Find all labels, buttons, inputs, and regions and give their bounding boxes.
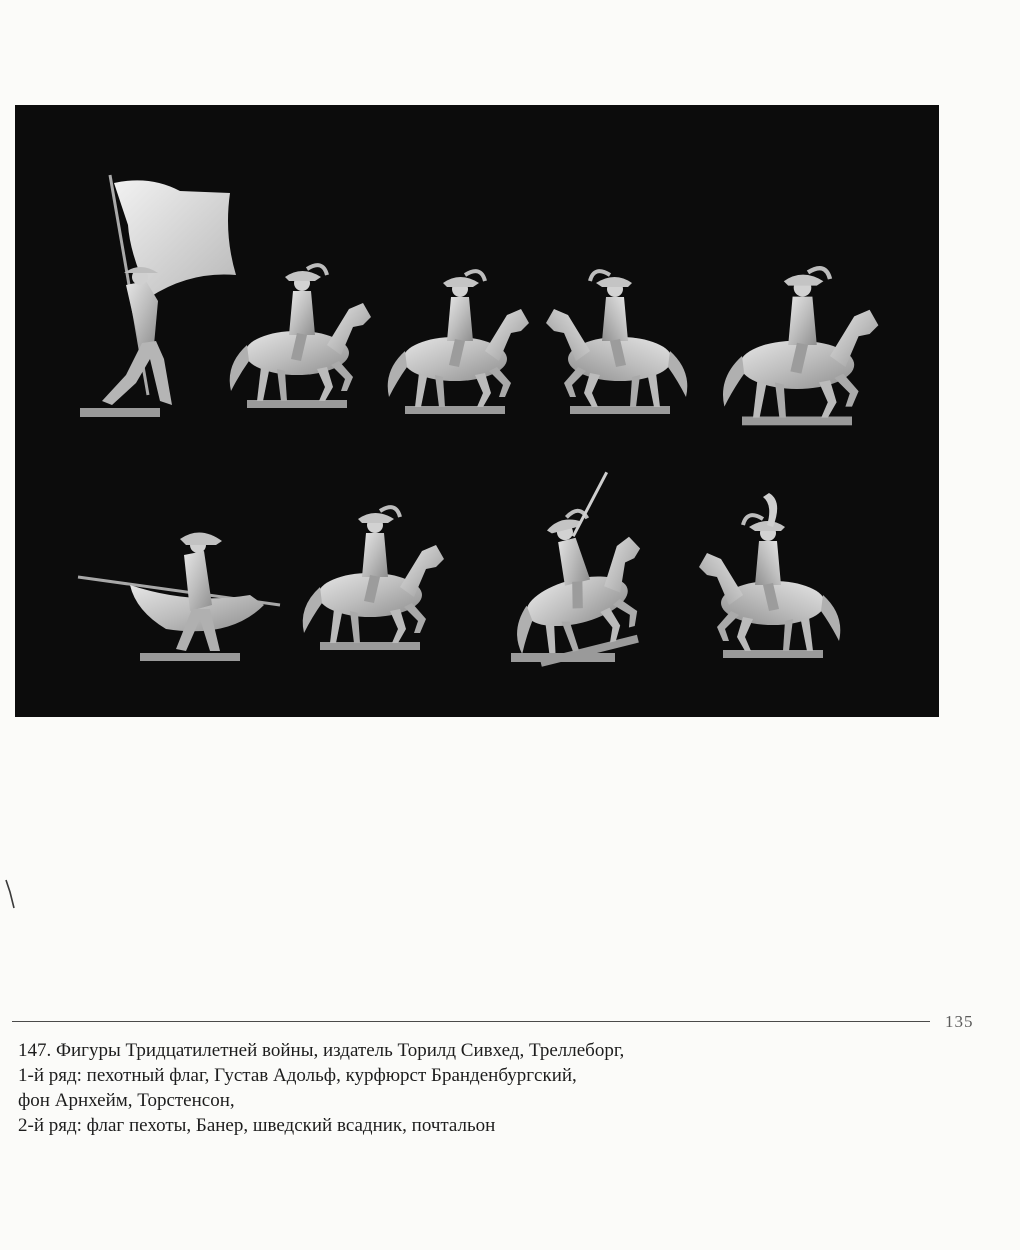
postilion-horseman-figure-icon — [699, 493, 840, 658]
flag-bearer-figure-icon — [78, 532, 280, 661]
photo-canvas — [15, 105, 939, 717]
rearing-figure-base — [511, 653, 615, 662]
caption-line: 1-й ряд: пехотный флаг, Густав Адольф, курфюрст Бранденбургский, — [18, 1065, 577, 1086]
caption-line: 147. Фигуры Тридцатилетней войны, издатель Торилд Сивхед, Треллеборг, — [18, 1040, 625, 1061]
horseman-figure-icon — [546, 271, 687, 414]
page-scuff-mark — [4, 878, 18, 912]
horseman-figure-icon — [303, 507, 444, 650]
horseman-figure-icon — [388, 271, 529, 414]
page-number: 135 — [945, 1012, 974, 1031]
caption-divider — [12, 1021, 930, 1022]
horseman-figure-icon — [723, 268, 878, 425]
rearing-horseman-figure-icon — [483, 469, 662, 671]
figures-photograph — [15, 105, 939, 717]
caption-line: фон Арнхейм, Торстенсон, — [18, 1090, 235, 1111]
caption-line: 2-й ряд: флаг пехоты, Банер, шведский всадник, почтальон — [18, 1115, 496, 1136]
standard-bearer-figure-icon — [80, 175, 236, 417]
horseman-figure-icon — [230, 265, 371, 408]
figure-caption — [18, 1038, 918, 1138]
